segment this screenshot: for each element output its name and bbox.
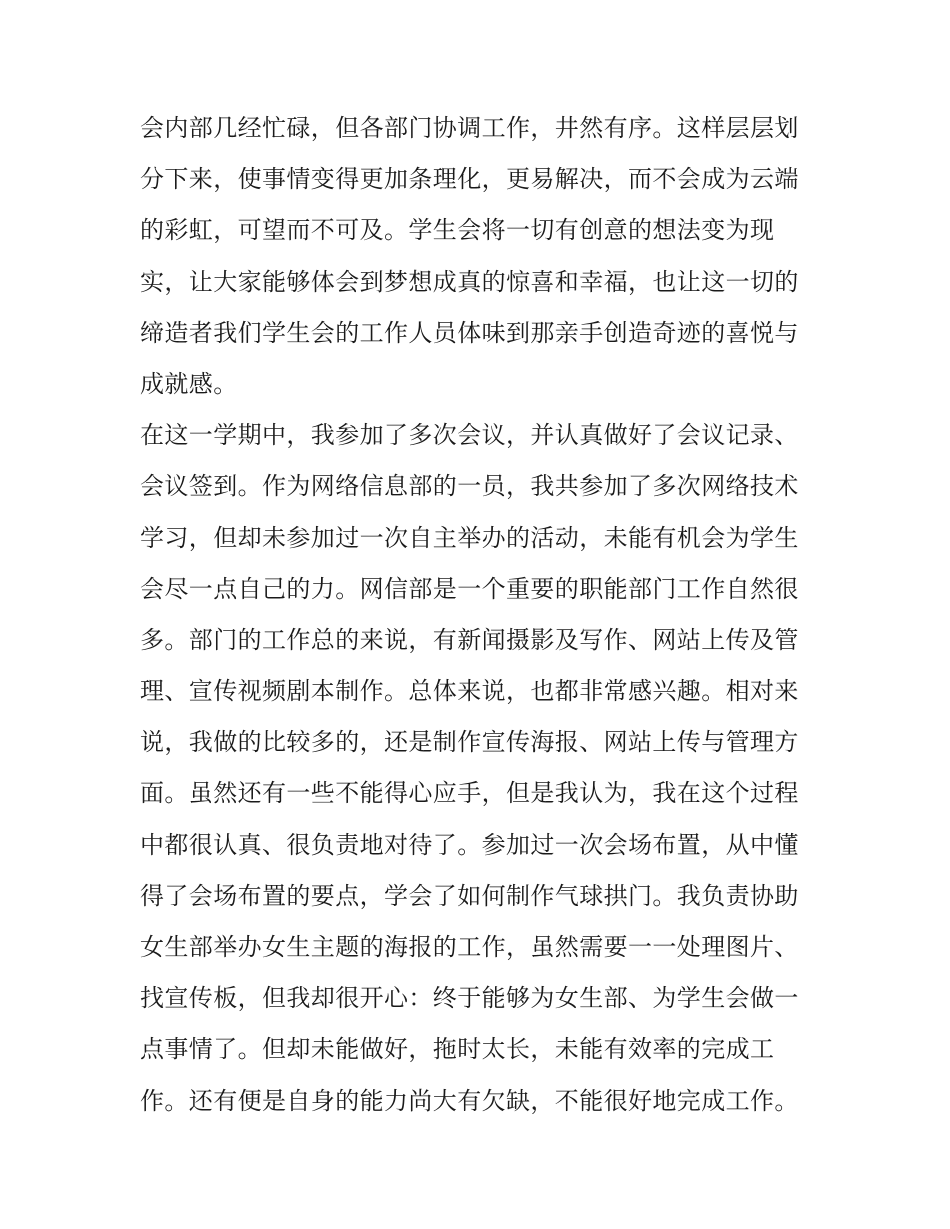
text-line: 会内部几经忙碌，但各部门协调工作，井然有序。这样层层划	[140, 114, 799, 142]
text-line: 点事情了。但却未能做好，拖时太长，未能有效率的完成工	[140, 1035, 775, 1064]
text-line: 说，我做的比较多的，还是制作宣传海报、网站上传与管理方	[140, 728, 799, 757]
text-line: 实，让大家能够体会到梦想成真的惊喜和幸福，也让这一切的	[140, 267, 799, 296]
text-line: 缔造者我们学生会的工作人员体味到那亲手创造奇迹的喜悦与	[140, 318, 799, 347]
text-line: 在这一学期中，我参加了多次会议，并认真做好了会议记录、	[140, 421, 799, 450]
text-line: 作。还有便是自身的能力尚大有欠缺，不能很好地完成工作。	[140, 1086, 799, 1115]
text-line: 多。部门的工作总的来说，有新闻摄影及写作、网站上传及管	[140, 625, 799, 654]
text-line: 学习，但却未参加过一次自主举办的活动，未能有机会为学生	[140, 523, 799, 552]
text-line: 成就感。	[140, 369, 238, 398]
text-line: 找宣传板，但我却很开心：终于能够为女生部、为学生会做一	[140, 984, 799, 1013]
text-line: 得了会场布置的要点，学会了如何制作气球拱门。我负责协助	[140, 881, 799, 910]
body-text	[140, 103, 820, 1127]
text-line: 中都很认真、很负责地对待了。参加过一次会场布置，从中懂	[140, 830, 799, 859]
text-line: 女生部举办女生主题的海报的工作，虽然需要一一处理图片、	[140, 933, 799, 961]
text-line: 理、宣传视频剧本制作。总体来说，也都非常感兴趣。相对来	[140, 677, 799, 706]
text-line: 会尽一点自己的力。网信部是一个重要的职能部门工作自然很	[140, 574, 799, 603]
text-line: 的彩虹，可望而不可及。学生会将一切有创意的想法变为现	[140, 216, 775, 245]
text-line: 会议签到。作为网络信息部的一员，我共参加了多次网络技术	[140, 472, 799, 501]
text-line: 分下来，使事情变得更加条理化，更易解决，而不会成为云端	[140, 165, 799, 194]
text-line: 面。虽然还有一些不能得心应手，但是我认为，我在这个过程	[140, 779, 799, 808]
